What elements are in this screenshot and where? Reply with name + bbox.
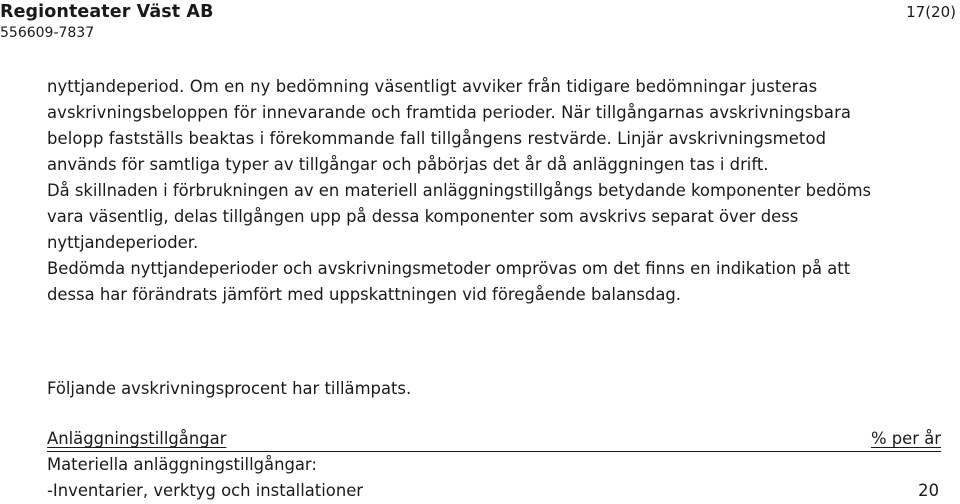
row-label: Materiella anläggningstillgångar: xyxy=(47,455,317,474)
body-line: Bedömda nyttjandeperioder och avskrivningsmetoder omprövas om det finns en indikation på att xyxy=(47,259,851,278)
column-header-asset: Anläggningstillgångar xyxy=(47,429,227,448)
body-line: dessa har förändrats jämfört med uppskattningen vid föregående balansdag. xyxy=(47,285,681,304)
body-line: nyttjandeperiod. Om en ny bedömning väsentligt avviker från tidigare bedömningar justeras xyxy=(47,77,818,96)
body-line: används för samtliga typer av tillgångar och påbörjas det år då anläggningen tas i drift. xyxy=(47,155,769,174)
table-header xyxy=(47,427,941,452)
depreciation-table xyxy=(47,427,941,504)
body-line: nyttjandeperioder. xyxy=(47,233,199,252)
body-line: belopp fastställs beaktas i förekommande fall tillgångens restvärde. Linjär avskrivningsmetod xyxy=(47,129,827,148)
company-name: Regionteater Väst AB xyxy=(0,2,214,22)
org-number: 556609-7837 xyxy=(0,25,95,41)
column-header-rate: % per år xyxy=(870,429,941,448)
table-row xyxy=(47,478,941,504)
page-number: 17(20) xyxy=(906,3,956,21)
body-line: vara väsentlig, delas tillgången upp på dessa komponenter som avskrivs separat över dess xyxy=(47,207,799,226)
body-line: avskrivningsbeloppen för innevarande och framtida perioder. När tillgångarnas avskrivningsbara xyxy=(47,103,852,122)
row-value: 20 xyxy=(918,481,939,500)
body-paragraph xyxy=(47,74,959,308)
table-row xyxy=(47,452,941,478)
depreciation-intro: Följande avskrivningsprocent har tillämpats. xyxy=(47,379,412,398)
row-label: -Inventarier, verktyg och installationer xyxy=(47,481,364,500)
body-line: Då skillnaden i förbrukningen av en materiell anläggningstillgångs betydande komponenter bedöms xyxy=(47,181,872,200)
